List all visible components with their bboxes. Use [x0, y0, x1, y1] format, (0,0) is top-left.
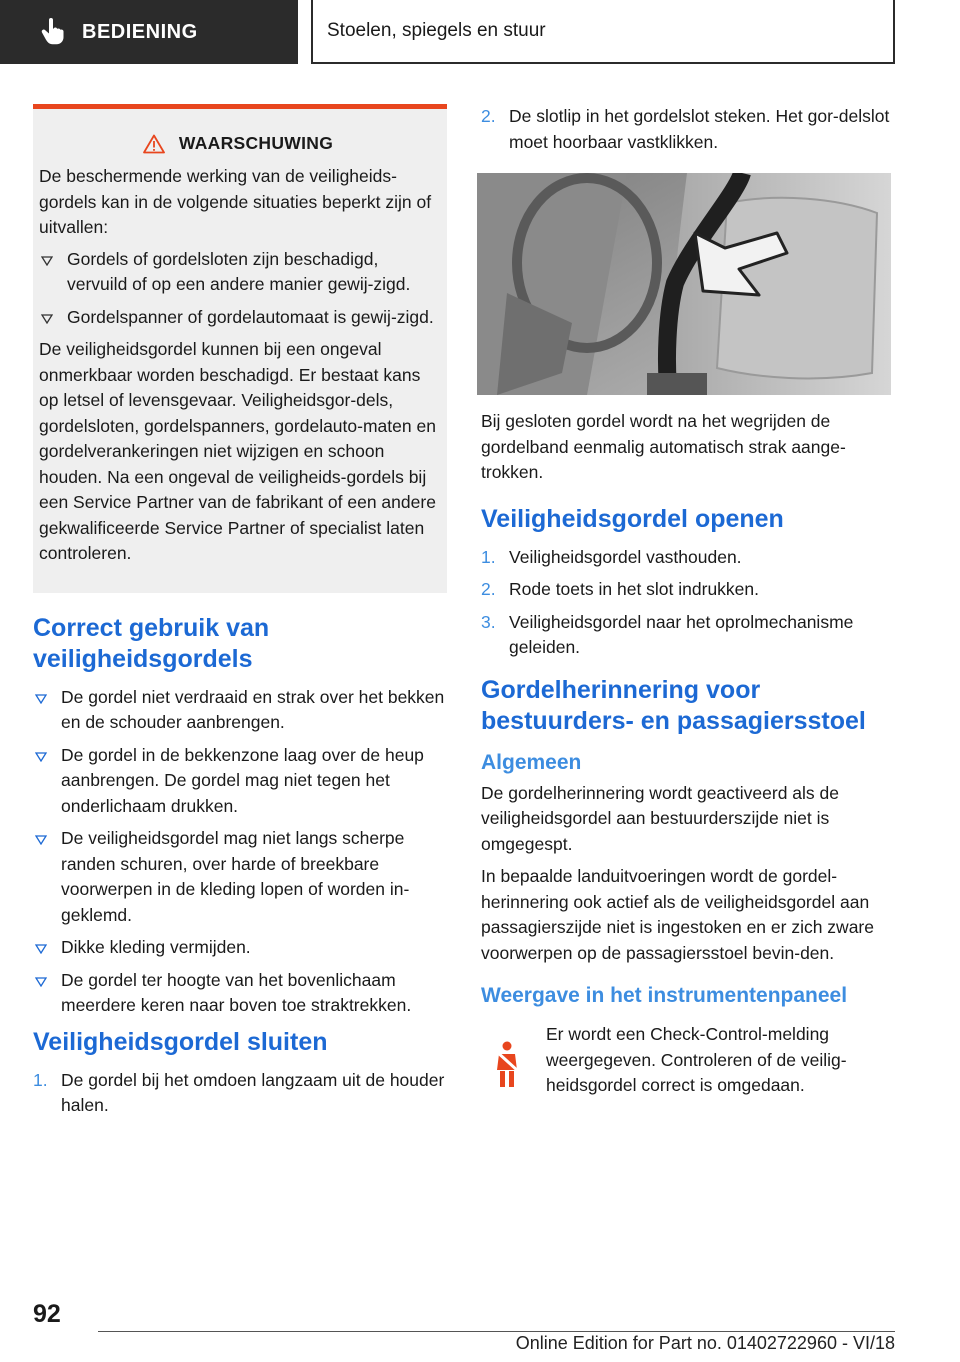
- step-item: [481, 577, 891, 603]
- step-item: [33, 1068, 447, 1119]
- section-label: BEDIENING: [82, 20, 198, 43]
- warning-triangle-icon: [143, 134, 165, 154]
- footer-edition-text: Online Edition for Part no. 01402722960 - VI/18: [515, 1333, 895, 1353]
- opening-heading: Veiligheidsgordel openen: [481, 504, 784, 533]
- right-column: [481, 104, 891, 1099]
- list-item-text: Dikke kleding vermijden.: [61, 937, 251, 957]
- list-item-text: Gordels of gordelsloten zijn beschadigd, vervuild of op een andere manier gewij-zigd.: [67, 248, 411, 294]
- step-text: Rode toets in het slot indrukken.: [509, 579, 760, 599]
- warning-title: WAARSCHUWING: [178, 133, 334, 153]
- list-item-text: De gordel ter hoogte van het bovenlichaam meerdere keren naar boven toe straktrekken.: [61, 969, 412, 1015]
- step-number: 1.: [33, 1069, 48, 1090]
- display-subheading: Weergave in het instrumentenpaneel: [481, 984, 848, 1007]
- hand-pointer-icon: [38, 17, 68, 47]
- general-subheading: Algemeen: [481, 750, 582, 774]
- step-text: Veiligheidsgordel naar het oprolmechanisme geleiden.: [509, 611, 854, 657]
- triangle-bullet-icon: [35, 752, 47, 762]
- list-item: [39, 305, 437, 331]
- correct-use-heading: Correct gebruik van veiligheidsgordels: [33, 613, 270, 673]
- list-item: [33, 935, 447, 961]
- step-item: [481, 545, 891, 571]
- list-item-text: De gordel in de bekkenzone laag over de heup aanbrengen. De gordel mag niet tegen het onderlichaam drukken.: [61, 744, 424, 816]
- warning-box: [33, 104, 447, 593]
- left-column: [33, 104, 447, 1126]
- footer-divider: [98, 1331, 895, 1332]
- correct-use-list: [33, 685, 447, 1019]
- list-item: [33, 743, 447, 820]
- opening-steps: [481, 545, 891, 661]
- warning-intro: De beschermende werking van de veiligheids-gordels kan in de volgende situaties beperkt zijn of uitvallen:: [39, 166, 432, 237]
- closing-steps: [33, 1068, 447, 1119]
- triangle-bullet-icon: [35, 944, 47, 954]
- general-paragraph-1: De gordelherinnering wordt geactiveerd als de veiligheidsgordel aan bestuurderszijde niet is omgegespt.: [481, 782, 839, 854]
- list-item-text: De veiligheidsgordel mag niet langs scherpe randen schuren, over harde of breekbare voorwerpen in de kleding lopen of worden in-geklemd.: [61, 828, 410, 925]
- seatbelt-warning-icon: [492, 1040, 522, 1088]
- closing-steps-continued: [481, 104, 891, 155]
- list-item: [33, 826, 447, 928]
- list-item: [39, 247, 437, 298]
- step-number: 2.: [481, 106, 496, 126]
- closing-heading: Veiligheidsgordel sluiten: [33, 1027, 328, 1056]
- step-number: 2.: [481, 579, 496, 599]
- triangle-bullet-icon: [35, 694, 47, 704]
- step-text: De gordel bij het omdoen langzaam uit de houder halen.: [61, 1069, 445, 1115]
- triangle-bullet-icon: [35, 835, 47, 845]
- warning-list: [39, 247, 437, 331]
- step-item: [481, 104, 891, 155]
- chapter-title: Stoelen, spiegels en stuur: [311, 0, 895, 64]
- seatbelt-buckle-photo: [477, 173, 891, 395]
- list-item-text: De gordel niet verdraaid en strak over het bekken en de schouder aanbrengen.: [61, 686, 445, 732]
- reminder-heading: Gordelherinnering voor bestuurders- en passagiersstoel: [481, 675, 866, 735]
- step-text: Veiligheidsgordel vasthouden.: [509, 546, 742, 567]
- step-number: 3.: [481, 611, 496, 632]
- triangle-bullet-icon: [35, 977, 47, 987]
- list-item-text: Gordelspanner of gordelautomaat is gewij-zigd.: [67, 306, 434, 327]
- list-item: [33, 685, 447, 736]
- general-paragraph-2: In bepaalde landuitvoeringen wordt de gordel-herinnering ook actief als de veiligheidsgordel aan passagierszijde niet is ingestoken en er zich zware voorwerpen op de passagiersstoel bevin-den.: [481, 866, 874, 963]
- step-text: De slotlip in het gordelslot steken. Het gor-delslot moet hoorbaar vastklikken.: [509, 106, 890, 152]
- warning-header: [39, 133, 437, 154]
- triangle-bullet-icon: [41, 314, 53, 324]
- section-tab: [0, 0, 298, 64]
- step-number: 1.: [481, 546, 496, 567]
- warning-body: De veiligheidsgordel kunnen bij een ongeval onmerkbaar worden beschadigd. Er bestaat kans op letsel of levensgevaar. Veiligheidsgor-dels, gordelsloten, gordelspanners, gordelauto-maten en gordelverankeringen niet wijzigen en schoon houden. Na een ongeval de veiligheids-gordels bij een Service Partner van de fabrikant of een andere gekwalificeerde Service Partner of specialist laten controleren.: [39, 339, 436, 563]
- triangle-bullet-icon: [41, 256, 53, 266]
- display-text: Er wordt een Check-Control-melding weergegeven. Controleren of de veilig-heidsgordel correct is omgedaan.: [546, 1024, 847, 1095]
- step-item: [481, 610, 891, 661]
- display-row: [481, 1022, 891, 1099]
- list-item: [33, 968, 447, 1019]
- page-number: 92: [33, 1300, 61, 1328]
- after-closing-text: Bij gesloten gordel wordt na het wegrijden de gordelband eenmalig automatisch strak aange-trokken.: [481, 411, 846, 482]
